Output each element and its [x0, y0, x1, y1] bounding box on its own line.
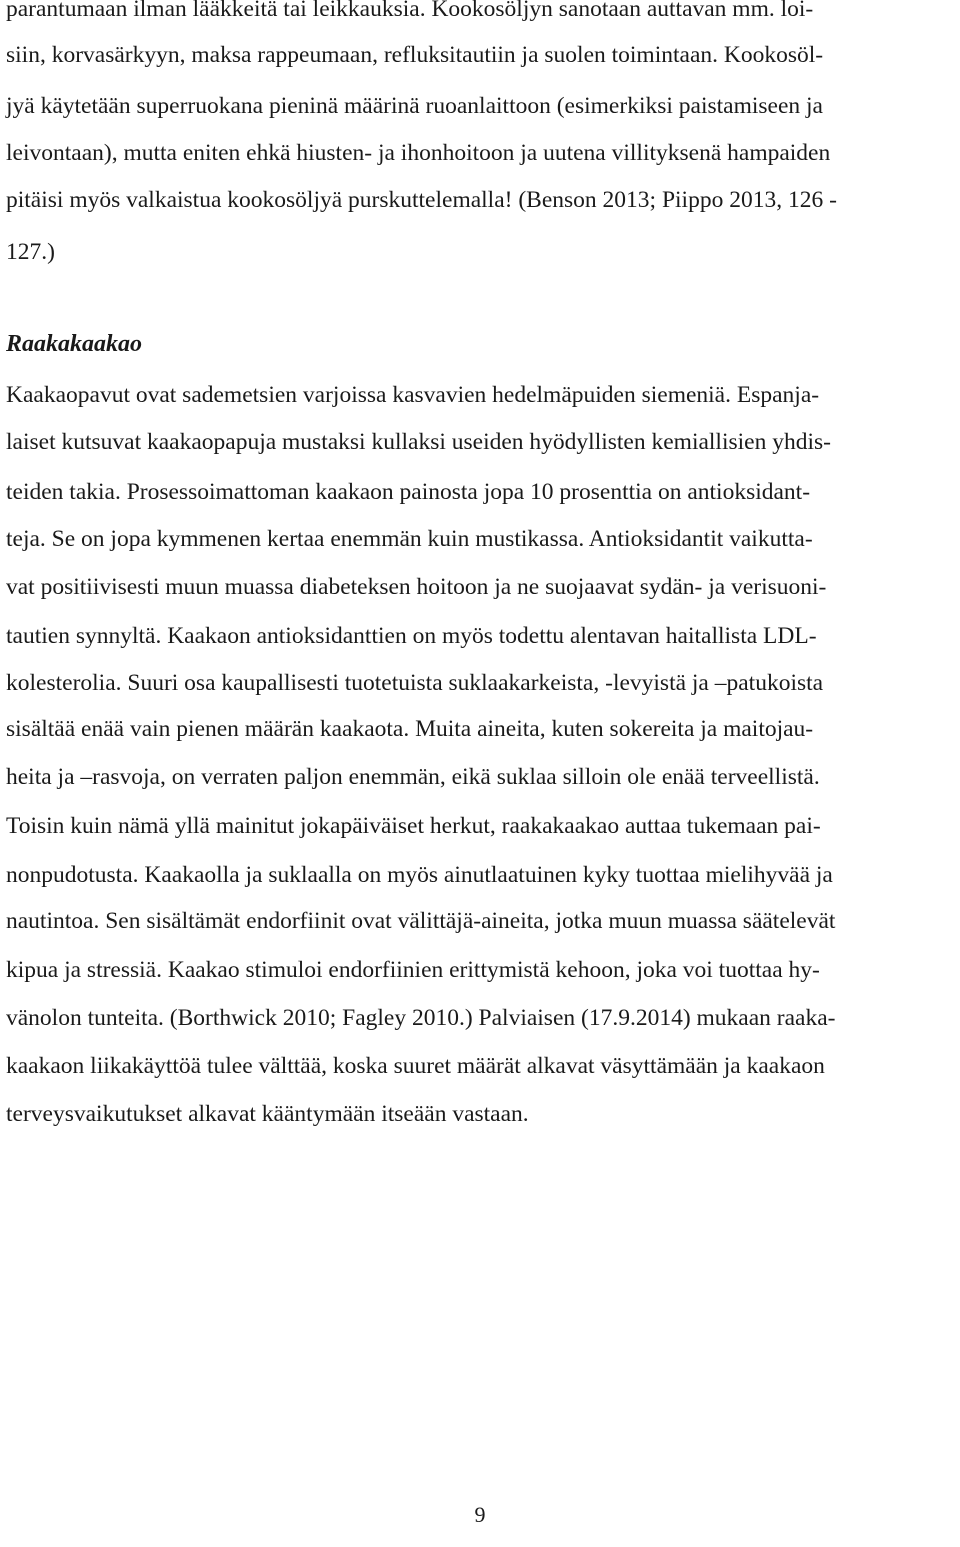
paragraph-2-line: kipua ja stressiä. Kaakao stimuloi endorfiinien erittymistä kehoon, joka voi tuottaa hy- [6, 957, 820, 983]
paragraph-2-line: Toisin kuin nämä yllä mainitut jokapäiväiset herkut, raakakaakao auttaa tukemaan pai- [6, 813, 821, 839]
paragraph-2-line: nautintoa. Sen sisältämät endorfiinit ovat välittäjä-aineita, jotka muun muassa säätelevät [6, 908, 836, 934]
paragraph-2-line: teja. Se on jopa kymmenen kertaa enemmän kuin mustikassa. Antioksidantit vaikutta- [6, 526, 813, 552]
paragraph-2-line: teiden takia. Prosessoimattoman kaakaon painosta jopa 10 prosenttia on antioksidant- [6, 479, 811, 505]
paragraph-1-line: parantumaan ilman lääkkeitä tai leikkauksia. Kookosöljyn sanotaan auttavan mm. loi- [6, 0, 814, 22]
paragraph-2-line: kaakaon liikakäyttöä tulee välttää, koska suuret määrät alkavat väsyttämään ja kaakaon [6, 1053, 825, 1079]
section-heading: Raakakaakao [6, 331, 143, 357]
paragraph-2-line: sisältää enää vain pienen määrän kaakaota. Muita aineita, kuten sokereita ja maitojau- [6, 716, 814, 742]
paragraph-1-line: 127.) [6, 239, 55, 265]
paragraph-2-line: vat positiivisesti muun muassa diabeteksen hoitoon ja ne suojaavat sydän- ja verisuoni- [6, 574, 827, 600]
page-number: 9 [474, 1502, 486, 1527]
paragraph-2-line: laiset kutsuvat kaakaopapuja mustaksi kullaksi useiden hyödyllisten kemiallisien yhdis- [6, 429, 831, 455]
paragraph-2-line: tautien synnyltä. Kaakaon antioksidanttien on myös todettu alentavan haitallista LDL- [6, 623, 817, 649]
paragraph-2-line: Kaakaopavut ovat sademetsien varjoissa kasvavien hedelmäpuiden siemeniä. Espanja- [6, 382, 820, 408]
paragraph-2-line: kolesterolia. Suuri osa kaupallisesti tuotetuista suklaakarkeista, -levyistä ja –patukoista [6, 670, 824, 696]
paragraph-1-line: siin, korvasärkyyn, maksa rappeumaan, refluksitautiin ja suolen toimintaan. Kookosöl- [6, 42, 824, 68]
paragraph-2-line: terveysvaikutukset alkavat kääntymään itseään vastaan. [6, 1101, 529, 1127]
paragraph-1-line: pitäisi myös valkaistua kookosöljyä purskuttelemalla! (Benson 2013; Piippo 2013, 126 - [6, 187, 837, 213]
paragraph-2-line: nonpudotusta. Kaakaolla ja suklaalla on myös ainutlaatuinen kyky tuottaa mielihyvää ja [6, 862, 833, 888]
paragraph-2-line: heita ja –rasvoja, on verraten paljon enemmän, eikä suklaa silloin ole enää terveellistä. [6, 764, 820, 790]
paragraph-1-line: jyä käytetään superruokana pieninä määrinä ruoanlaittoon (esimerkiksi paistamiseen ja [6, 93, 823, 119]
paragraph-1-line: leivontaan), mutta eniten ehkä hiusten- ja ihonhoitoon ja uutena villityksenä hampaiden [6, 140, 831, 166]
paragraph-2-line: vänolon tunteita. (Borthwick 2010; Fagley 2010.) Palviaisen (17.9.2014) mukaan raaka- [6, 1005, 836, 1031]
